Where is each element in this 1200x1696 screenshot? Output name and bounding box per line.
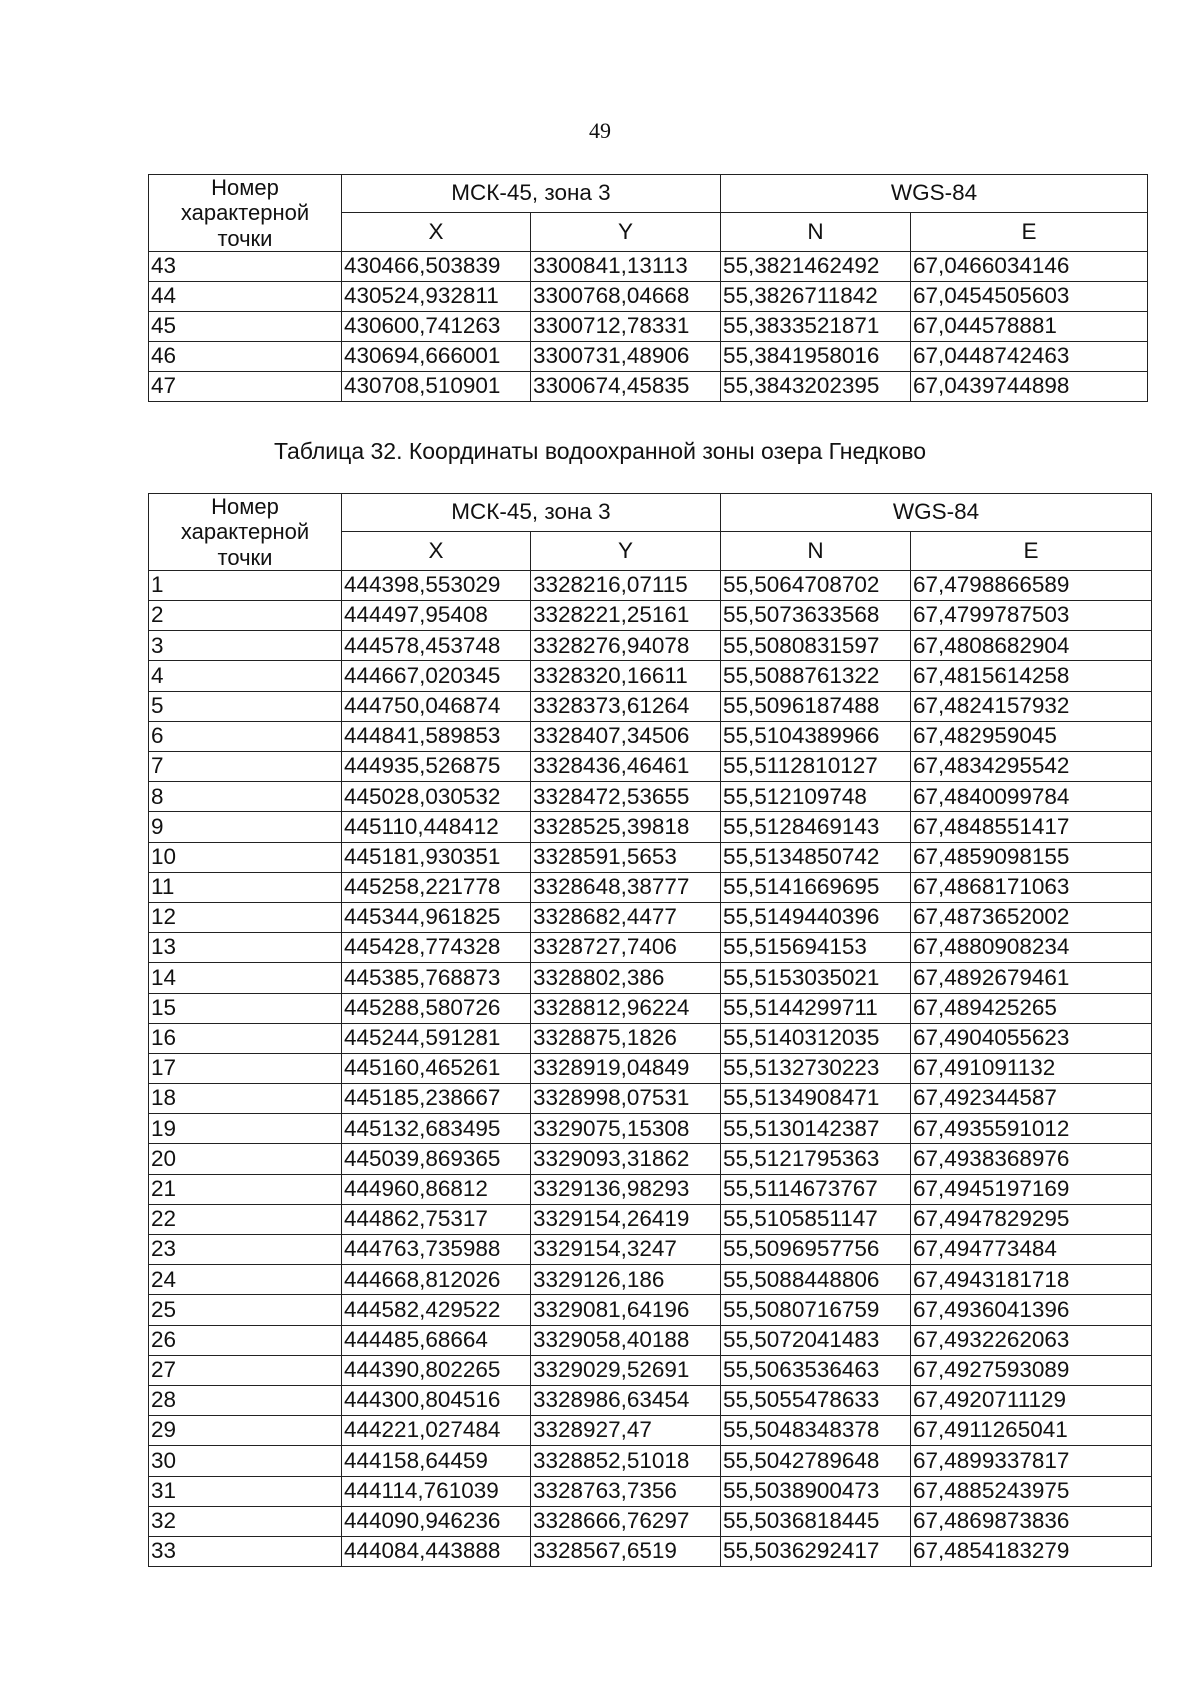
table-row (149, 570, 1152, 600)
y-cell: 3328373,61264 (531, 691, 721, 721)
table-row (149, 1476, 1152, 1506)
point-number-cell: 4 (149, 661, 342, 691)
table-row (149, 782, 1152, 812)
e-cell: 67,4935591012 (911, 1114, 1152, 1144)
n-cell: 55,3826711842 (721, 281, 911, 311)
point-number-cell: 46 (149, 341, 342, 371)
point-number-cell: 13 (149, 933, 342, 963)
n-cell: 55,5048348378 (721, 1416, 911, 1446)
y-cell: 3328852,51018 (531, 1446, 721, 1476)
y-cell: 3328216,07115 (531, 570, 721, 600)
x-cell: 445110,448412 (342, 812, 531, 842)
n-cell: 55,5038900473 (721, 1476, 911, 1506)
n-cell: 55,5149440396 (721, 902, 911, 932)
x-cell: 445132,683495 (342, 1114, 531, 1144)
y-header: Y (531, 213, 721, 251)
y-cell: 3328927,47 (531, 1416, 721, 1446)
table-row (149, 842, 1152, 872)
e-cell: 67,4824157932 (911, 691, 1152, 721)
e-cell: 67,4938368976 (911, 1144, 1152, 1174)
wgs84-header: WGS-84 (721, 175, 1148, 213)
y-cell: 3328648,38777 (531, 872, 721, 902)
x-cell: 430694,666001 (342, 341, 531, 371)
n-cell: 55,5096187488 (721, 691, 911, 721)
point-number-cell: 20 (149, 1144, 342, 1174)
n-header: N (721, 213, 911, 251)
y-cell: 3329126,186 (531, 1265, 721, 1295)
x-cell: 444497,95408 (342, 601, 531, 631)
table-row (149, 812, 1152, 842)
n-cell: 55,5072041483 (721, 1325, 911, 1355)
e-cell: 67,4880908234 (911, 933, 1152, 963)
n-cell: 55,5130142387 (721, 1114, 911, 1144)
table-row (149, 721, 1152, 751)
table-row (149, 311, 1148, 341)
y-cell: 3328727,7406 (531, 933, 721, 963)
point-number-cell: 3 (149, 631, 342, 661)
y-cell: 3329075,15308 (531, 1114, 721, 1144)
coordinates-table-continued (148, 174, 1148, 402)
x-cell: 444398,553029 (342, 570, 531, 600)
e-cell: 67,4873652002 (911, 902, 1152, 932)
x-cell: 445385,768873 (342, 963, 531, 993)
x-cell: 444668,812026 (342, 1265, 531, 1295)
table-row (149, 1204, 1152, 1234)
y-cell: 3329154,3247 (531, 1235, 721, 1265)
point-number-header: Номер характерной точки (149, 175, 342, 252)
n-cell: 55,5088448806 (721, 1265, 911, 1295)
x-cell: 444084,443888 (342, 1536, 531, 1566)
table-row (149, 1385, 1152, 1415)
n-cell: 55,5134908471 (721, 1084, 911, 1114)
point-number-cell: 21 (149, 1174, 342, 1204)
point-number-cell: 24 (149, 1265, 342, 1295)
y-cell: 3329029,52691 (531, 1355, 721, 1385)
point-number-cell: 29 (149, 1416, 342, 1446)
n-cell: 55,512109748 (721, 782, 911, 812)
y-cell: 3328525,39818 (531, 812, 721, 842)
e-cell: 67,492344587 (911, 1084, 1152, 1114)
table-row (149, 1295, 1152, 1325)
table-row (149, 1114, 1152, 1144)
e-cell: 67,0448742463 (911, 341, 1148, 371)
table-caption: Таблица 32. Координаты водоохранной зоны озера Гнедково (273, 438, 927, 464)
point-number-cell: 17 (149, 1053, 342, 1083)
table-row (149, 1235, 1152, 1265)
y-cell: 3328567,6519 (531, 1536, 721, 1566)
msk45-header: МСК-45, зона 3 (342, 175, 721, 213)
y-cell: 3300731,48906 (531, 341, 721, 371)
table-row (149, 1506, 1152, 1536)
e-cell: 67,4945197169 (911, 1174, 1152, 1204)
table-body (149, 251, 1148, 401)
e-cell: 67,4799787503 (911, 601, 1152, 631)
n-header: N (721, 532, 911, 570)
x-cell: 445028,030532 (342, 782, 531, 812)
point-number-cell: 18 (149, 1084, 342, 1114)
y-cell: 3328436,46461 (531, 752, 721, 782)
e-cell: 67,4834295542 (911, 752, 1152, 782)
n-cell: 55,5121795363 (721, 1144, 911, 1174)
table-row (149, 631, 1152, 661)
point-number-cell: 7 (149, 752, 342, 782)
y-cell: 3329093,31862 (531, 1144, 721, 1174)
table-row (149, 1446, 1152, 1476)
point-number-cell: 19 (149, 1114, 342, 1144)
e-cell: 67,4798866589 (911, 570, 1152, 600)
n-cell: 55,5063536463 (721, 1355, 911, 1385)
page-number: 49 (589, 118, 611, 143)
table-row (149, 752, 1152, 782)
point-number-header: Номер характерной точки (149, 494, 342, 571)
table-row (149, 371, 1148, 401)
x-cell: 444935,526875 (342, 752, 531, 782)
x-cell: 444582,429522 (342, 1295, 531, 1325)
y-cell: 3328919,04849 (531, 1053, 721, 1083)
x-cell: 444667,020345 (342, 661, 531, 691)
e-cell: 67,0439744898 (911, 371, 1148, 401)
point-number-cell: 5 (149, 691, 342, 721)
y-cell: 3300768,04668 (531, 281, 721, 311)
n-cell: 55,3821462492 (721, 251, 911, 281)
y-cell: 3329154,26419 (531, 1204, 721, 1234)
e-cell: 67,482959045 (911, 721, 1152, 751)
e-cell: 67,4947829295 (911, 1204, 1152, 1234)
e-cell: 67,0466034146 (911, 251, 1148, 281)
point-number-cell: 30 (149, 1446, 342, 1476)
n-cell: 55,5134850742 (721, 842, 911, 872)
table-row (149, 281, 1148, 311)
e-cell: 67,4927593089 (911, 1355, 1152, 1385)
point-number-cell: 33 (149, 1536, 342, 1566)
table-row (149, 251, 1148, 281)
e-header: E (911, 532, 1152, 570)
table-row (149, 1416, 1152, 1446)
table-row (149, 1325, 1152, 1355)
point-number-cell: 15 (149, 993, 342, 1023)
x-cell: 445244,591281 (342, 1023, 531, 1053)
table-row (149, 1174, 1152, 1204)
n-cell: 55,5114673767 (721, 1174, 911, 1204)
x-header: X (342, 532, 531, 570)
n-cell: 55,5141669695 (721, 872, 911, 902)
n-cell: 55,5105851147 (721, 1204, 911, 1234)
x-cell: 444485,68664 (342, 1325, 531, 1355)
x-cell: 444578,453748 (342, 631, 531, 661)
y-cell: 3328666,76297 (531, 1506, 721, 1536)
x-cell: 430524,932811 (342, 281, 531, 311)
x-cell: 444158,64459 (342, 1446, 531, 1476)
point-number-cell: 14 (149, 963, 342, 993)
y-cell: 3328875,1826 (531, 1023, 721, 1053)
x-cell: 430708,510901 (342, 371, 531, 401)
table-row (149, 341, 1148, 371)
e-cell: 67,0454505603 (911, 281, 1148, 311)
table-row (149, 1144, 1152, 1174)
coordinates-table-gnedkovo (148, 493, 1152, 1567)
e-cell: 67,4885243975 (911, 1476, 1152, 1506)
e-cell: 67,4848551417 (911, 812, 1152, 842)
n-cell: 55,5073633568 (721, 601, 911, 631)
table-row (149, 1084, 1152, 1114)
y-cell: 3328802,386 (531, 963, 721, 993)
n-cell: 55,5153035021 (721, 963, 911, 993)
e-cell: 67,4932262063 (911, 1325, 1152, 1355)
n-cell: 55,5112810127 (721, 752, 911, 782)
point-number-cell: 31 (149, 1476, 342, 1506)
e-cell: 67,4854183279 (911, 1536, 1152, 1566)
x-cell: 444090,946236 (342, 1506, 531, 1536)
e-cell: 67,4869873836 (911, 1506, 1152, 1536)
y-cell: 3328407,34506 (531, 721, 721, 751)
point-number-cell: 2 (149, 601, 342, 631)
n-cell: 55,3833521871 (721, 311, 911, 341)
e-cell: 67,4859098155 (911, 842, 1152, 872)
n-cell: 55,5055478633 (721, 1385, 911, 1415)
n-cell: 55,5064708702 (721, 570, 911, 600)
point-number-cell: 11 (149, 872, 342, 902)
n-cell: 55,5096957756 (721, 1235, 911, 1265)
n-cell: 55,3843202395 (721, 371, 911, 401)
point-number-cell: 47 (149, 371, 342, 401)
x-cell: 445288,580726 (342, 993, 531, 1023)
y-cell: 3300841,13113 (531, 251, 721, 281)
e-cell: 67,4815614258 (911, 661, 1152, 691)
x-cell: 444862,75317 (342, 1204, 531, 1234)
e-cell: 67,4936041396 (911, 1295, 1152, 1325)
point-number-cell: 9 (149, 812, 342, 842)
n-cell: 55,3841958016 (721, 341, 911, 371)
table-row (149, 691, 1152, 721)
x-cell: 445039,869365 (342, 1144, 531, 1174)
y-cell: 3328591,5653 (531, 842, 721, 872)
point-number-cell: 26 (149, 1325, 342, 1355)
point-number-cell: 8 (149, 782, 342, 812)
table-row (149, 993, 1152, 1023)
table-row (149, 661, 1152, 691)
point-number-cell: 45 (149, 311, 342, 341)
y-cell: 3328320,16611 (531, 661, 721, 691)
table-row (149, 1355, 1152, 1385)
y-cell: 3328986,63454 (531, 1385, 721, 1415)
x-header: X (342, 213, 531, 251)
x-cell: 444390,802265 (342, 1355, 531, 1385)
point-number-cell: 23 (149, 1235, 342, 1265)
table-row (149, 963, 1152, 993)
y-cell: 3328998,07531 (531, 1084, 721, 1114)
n-cell: 55,5036818445 (721, 1506, 911, 1536)
table-row (149, 1536, 1152, 1566)
point-number-cell: 6 (149, 721, 342, 751)
n-cell: 55,5088761322 (721, 661, 911, 691)
x-cell: 445181,930351 (342, 842, 531, 872)
e-cell: 67,4892679461 (911, 963, 1152, 993)
x-cell: 444763,735988 (342, 1235, 531, 1265)
table-row (149, 601, 1152, 631)
y-cell: 3328812,96224 (531, 993, 721, 1023)
table-row (149, 902, 1152, 932)
point-number-cell: 44 (149, 281, 342, 311)
n-cell: 55,5080716759 (721, 1295, 911, 1325)
table-row (149, 872, 1152, 902)
n-cell: 55,5144299711 (721, 993, 911, 1023)
n-cell: 55,5140312035 (721, 1023, 911, 1053)
e-cell: 67,4911265041 (911, 1416, 1152, 1446)
x-cell: 445185,238667 (342, 1084, 531, 1114)
x-cell: 445344,961825 (342, 902, 531, 932)
y-header: Y (531, 532, 721, 570)
e-cell: 67,4920711129 (911, 1385, 1152, 1415)
point-number-cell: 28 (149, 1385, 342, 1415)
point-number-cell: 22 (149, 1204, 342, 1234)
y-cell: 3328221,25161 (531, 601, 721, 631)
n-cell: 55,5104389966 (721, 721, 911, 751)
table-body (149, 570, 1152, 1566)
x-cell: 444114,761039 (342, 1476, 531, 1506)
n-cell: 55,5042789648 (721, 1446, 911, 1476)
y-cell: 3300674,45835 (531, 371, 721, 401)
y-cell: 3328763,7356 (531, 1476, 721, 1506)
y-cell: 3329081,64196 (531, 1295, 721, 1325)
y-cell: 3329136,98293 (531, 1174, 721, 1204)
point-number-cell: 32 (149, 1506, 342, 1536)
point-number-cell: 10 (149, 842, 342, 872)
x-cell: 444300,804516 (342, 1385, 531, 1415)
msk45-header: МСК-45, зона 3 (342, 494, 721, 532)
e-cell: 67,4840099784 (911, 782, 1152, 812)
x-cell: 444221,027484 (342, 1416, 531, 1446)
e-cell: 67,4943181718 (911, 1265, 1152, 1295)
e-cell: 67,491091132 (911, 1053, 1152, 1083)
e-cell: 67,4904055623 (911, 1023, 1152, 1053)
x-cell: 445258,221778 (342, 872, 531, 902)
point-number-cell: 12 (149, 902, 342, 932)
y-cell: 3328472,53655 (531, 782, 721, 812)
table-row (149, 1265, 1152, 1295)
x-cell: 430600,741263 (342, 311, 531, 341)
x-cell: 445428,774328 (342, 933, 531, 963)
e-header: E (911, 213, 1148, 251)
n-cell: 55,5080831597 (721, 631, 911, 661)
point-number-cell: 1 (149, 570, 342, 600)
x-cell: 444841,589853 (342, 721, 531, 751)
e-cell: 67,494773484 (911, 1235, 1152, 1265)
e-cell: 67,489425265 (911, 993, 1152, 1023)
n-cell: 55,5036292417 (721, 1536, 911, 1566)
y-cell: 3328276,94078 (531, 631, 721, 661)
point-number-cell: 16 (149, 1023, 342, 1053)
point-number-cell: 43 (149, 251, 342, 281)
x-cell: 430466,503839 (342, 251, 531, 281)
table-row (149, 1023, 1152, 1053)
n-cell: 55,5128469143 (721, 812, 911, 842)
y-cell: 3300712,78331 (531, 311, 721, 341)
e-cell: 67,4808682904 (911, 631, 1152, 661)
n-cell: 55,515694153 (721, 933, 911, 963)
point-number-cell: 27 (149, 1355, 342, 1385)
wgs84-header: WGS-84 (721, 494, 1152, 532)
e-cell: 67,4899337817 (911, 1446, 1152, 1476)
e-cell: 67,4868171063 (911, 872, 1152, 902)
x-cell: 444960,86812 (342, 1174, 531, 1204)
n-cell: 55,5132730223 (721, 1053, 911, 1083)
point-number-cell: 25 (149, 1295, 342, 1325)
x-cell: 444750,046874 (342, 691, 531, 721)
e-cell: 67,044578881 (911, 311, 1148, 341)
table-row (149, 1053, 1152, 1083)
y-cell: 3328682,4477 (531, 902, 721, 932)
y-cell: 3329058,40188 (531, 1325, 721, 1355)
table-row (149, 933, 1152, 963)
x-cell: 445160,465261 (342, 1053, 531, 1083)
